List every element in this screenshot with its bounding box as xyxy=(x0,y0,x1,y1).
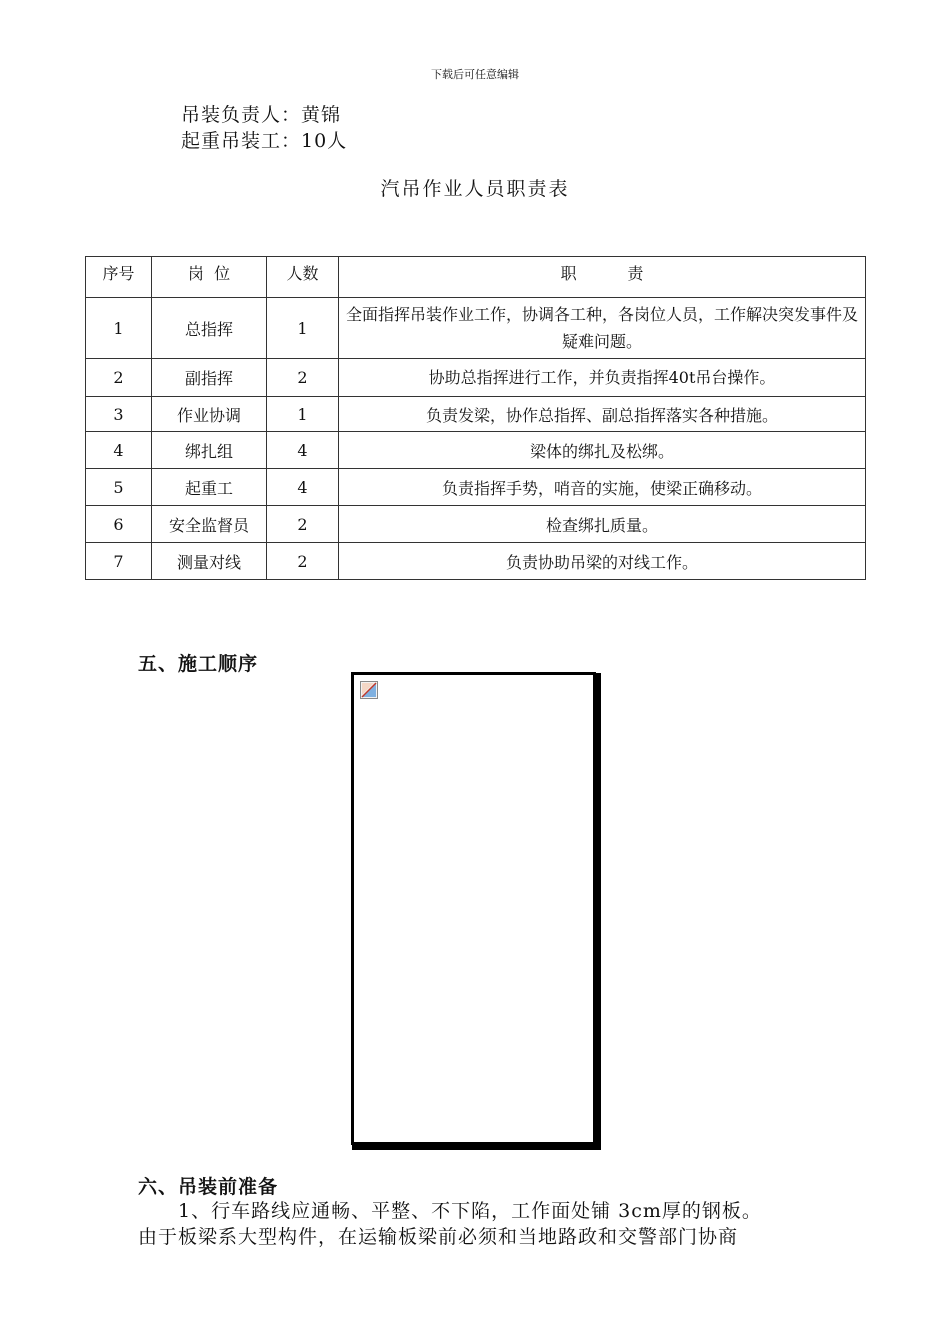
row-post: 副指挥 xyxy=(152,359,267,397)
lifting-workers: 起重吊装工：10人 xyxy=(181,130,348,152)
duty-table xyxy=(85,256,866,580)
row-duty: 协助总指挥进行工作，并负责指挥40t吊台操作。 xyxy=(339,359,866,397)
lifting-leader: 吊装负责人：黄锦 xyxy=(181,104,342,126)
row-count: 2 xyxy=(267,543,339,580)
header-count: 人数 xyxy=(267,257,339,298)
row-count: 2 xyxy=(267,359,339,397)
section5-heading: 五、施工顺序 xyxy=(138,653,259,675)
row-post: 安全监督员 xyxy=(152,506,267,543)
table-row xyxy=(86,432,866,469)
row-count: 2 xyxy=(267,506,339,543)
row-post: 测量对线 xyxy=(152,543,267,580)
row-post: 绑扎组 xyxy=(152,432,267,469)
row-post: 作业协调 xyxy=(152,397,267,432)
section6-line2: 由于板梁系大型构件，在运输板梁前必须和当地路政和交警部门协商 xyxy=(138,1226,739,1248)
row-duty: 负责协助吊梁的对线工作。 xyxy=(339,543,866,580)
row-count: 4 xyxy=(267,469,339,506)
row-post: 起重工 xyxy=(152,469,267,506)
row-no: 5 xyxy=(86,469,152,506)
header-post: 岗 位 xyxy=(152,257,267,298)
row-post: 总指挥 xyxy=(152,298,267,359)
row-duty: 全面指挥吊装作业工作，协调各工种，各岗位人员，工作解决突发事件及疑难问题。 xyxy=(339,298,866,359)
table-header-row xyxy=(86,257,866,298)
row-duty: 负责发梁，协作总指挥、副总指挥落实各种措施。 xyxy=(339,397,866,432)
row-no: 7 xyxy=(86,543,152,580)
row-duty: 检查绑扎质量。 xyxy=(339,506,866,543)
row-duty: 负责指挥手势，哨音的实施，使梁正确移动。 xyxy=(339,469,866,506)
table-title: 汽吊作业人员职责表 xyxy=(380,178,570,200)
table-row xyxy=(86,506,866,543)
header-duty: 职 责 xyxy=(339,257,866,298)
row-duty: 梁体的绑扎及松绑。 xyxy=(339,432,866,469)
row-no: 2 xyxy=(86,359,152,397)
table-row xyxy=(86,469,866,506)
section6-line1: 1、行车路线应通畅、平整、不下陷，工作面处铺 3cm厚的钢板。 xyxy=(138,1200,762,1222)
table-row xyxy=(86,543,866,580)
construction-sequence-figure xyxy=(351,672,596,1145)
row-no: 1 xyxy=(86,298,152,359)
broken-image-icon xyxy=(360,681,378,699)
table-row xyxy=(86,397,866,432)
row-count: 1 xyxy=(267,298,339,359)
table-row xyxy=(86,298,866,359)
row-no: 6 xyxy=(86,506,152,543)
row-count: 1 xyxy=(267,397,339,432)
row-no: 4 xyxy=(86,432,152,469)
row-no: 3 xyxy=(86,397,152,432)
header-no: 序号 xyxy=(86,257,152,298)
table-row xyxy=(86,359,866,397)
row-count: 4 xyxy=(267,432,339,469)
section6-heading: 六、吊装前准备 xyxy=(138,1176,279,1198)
page-header-note: 下载后可任意编辑 xyxy=(431,68,519,81)
